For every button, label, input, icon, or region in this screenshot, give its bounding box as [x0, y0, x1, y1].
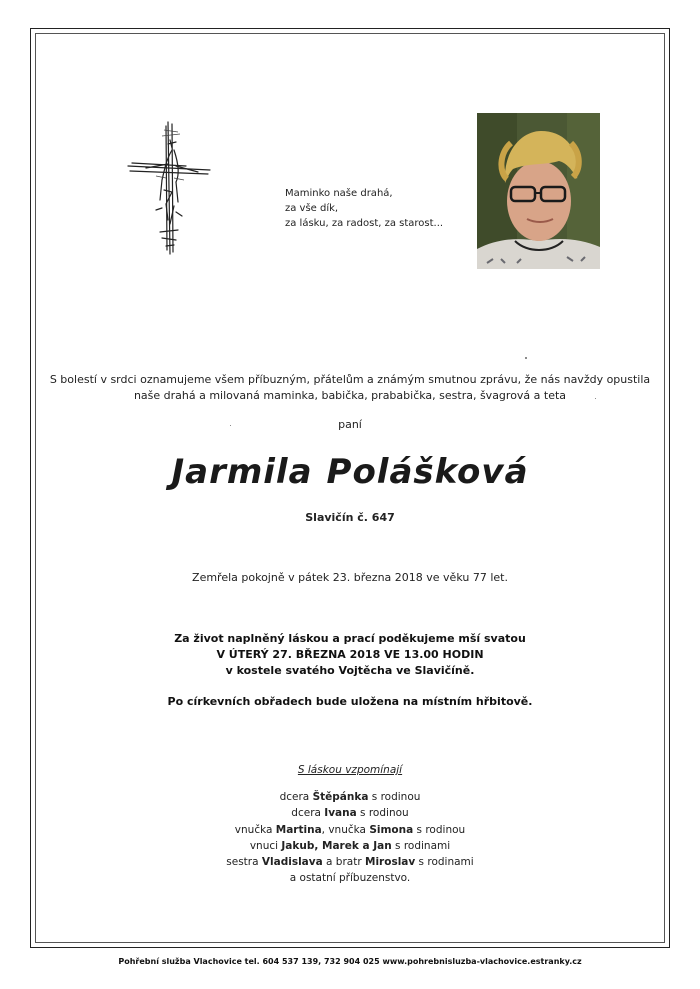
mourner-line: dcera Štěpánka s rodinou — [279, 791, 421, 803]
mourner-line: a ostatní příbuzenstvo. — [289, 872, 411, 885]
mourner-line: dcera Ivana s rodinou — [291, 807, 409, 820]
remembering-title: S láskou vzpomínají — [297, 764, 403, 776]
mourners-list — [0, 789, 700, 887]
scan-speck — [595, 398, 596, 399]
death-notice: Zemřela pokojně v pátek 23. března 2018 ve věku 77 let. — [192, 571, 508, 584]
announcement — [0, 372, 700, 404]
footer-contact: Pohřební služba Vlachovice tel. 604 537 139, 732 904 025 www.pohrebnisluzba-vlachovice.estranky.cz — [118, 957, 582, 966]
mourner-line: vnuci Jakub, Marek a Jan s rodinami — [249, 839, 451, 852]
deceased-name — [0, 452, 700, 492]
portrait-image — [477, 113, 600, 269]
burial-info: Po církevních obřadech bude uložena na místním hřbitově. — [167, 695, 533, 708]
funeral-line: v kostele svatého Vojtěcha ve Slavičíně. — [225, 664, 475, 677]
mourner-line: sestra Vladislava a bratr Miroslav s rodinami — [226, 856, 474, 869]
motto-line: Maminko naše drahá, — [285, 188, 393, 199]
funeral-info — [0, 631, 700, 679]
funeral-line: V ÚTERÝ 27. BŘEZNA 2018 VE 13.00 HODIN — [216, 648, 484, 661]
motto — [285, 186, 443, 231]
mourner-line: vnučka Martina, vnučka Simona s rodinou — [234, 823, 466, 836]
crucifix-icon — [126, 120, 212, 256]
announcement-line: S bolestí v srdci oznamujeme všem příbuzným, přátelům a známým smutnou zprávu, že nás navždy opustila — [49, 373, 651, 386]
motto-line: za vše dík, — [285, 203, 339, 214]
title-pani: paní — [338, 418, 362, 431]
scan-speck — [230, 425, 231, 426]
funeral-line: Za život naplněný láskou a prací poděkujeme mší svatou — [174, 632, 526, 645]
first-name: Jarmila — [171, 452, 313, 492]
portrait-photo — [477, 113, 600, 269]
last-name: Polášková — [326, 452, 529, 492]
scan-speck — [525, 357, 527, 359]
announcement-line: naše drahá a milovaná maminka, babička, prababička, sestra, švagrová a teta — [133, 389, 567, 402]
motto-line: za lásku, za radost, za starost... — [285, 218, 444, 229]
deceased-address: Slavičín č. 647 — [305, 511, 395, 524]
